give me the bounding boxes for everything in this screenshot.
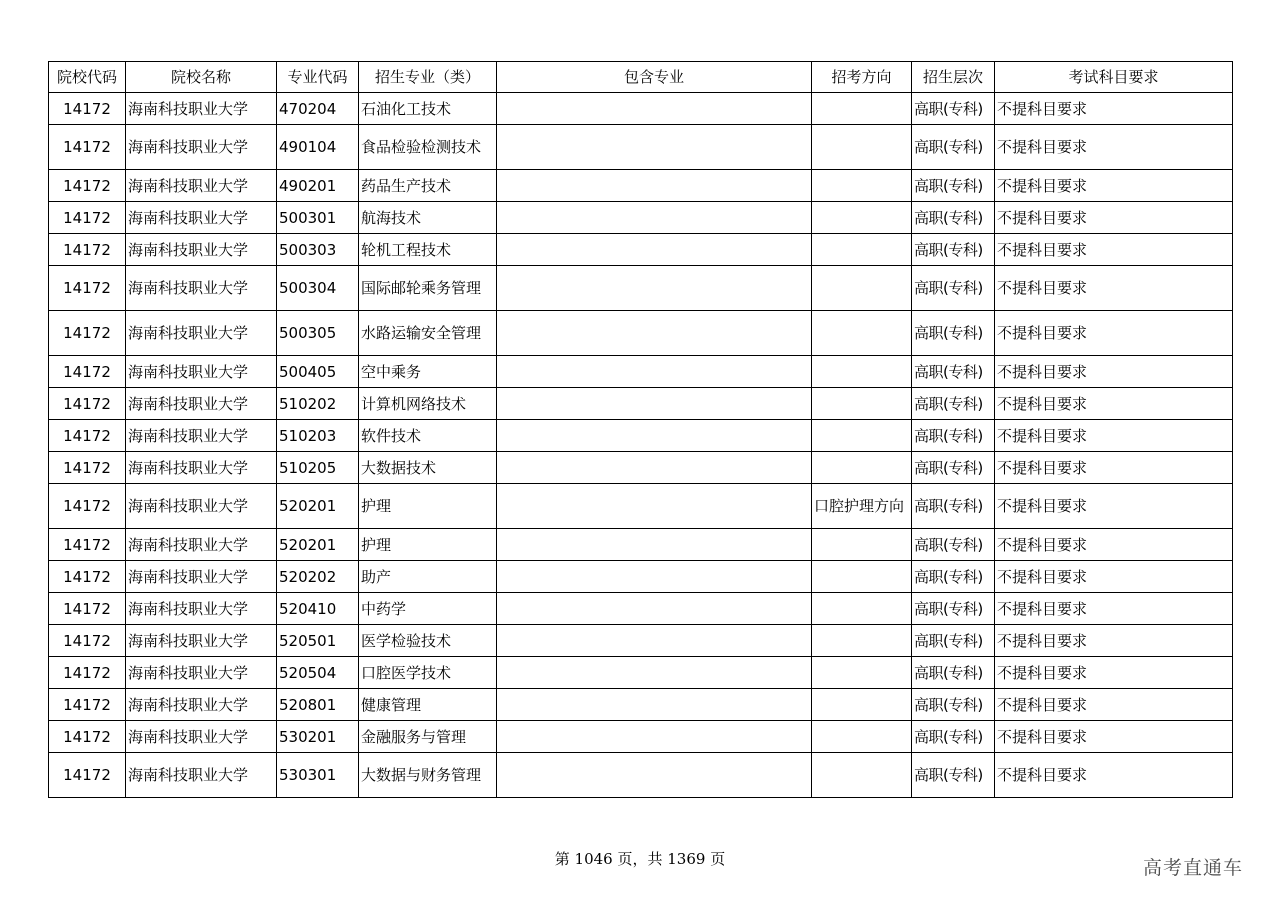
cell-major-code: 500303 [277, 234, 359, 266]
cell-included-majors [497, 420, 812, 452]
cell-major: 药品生产技术 [359, 170, 497, 202]
cell-direction [812, 452, 912, 484]
table-row [49, 452, 1233, 484]
cell-major-code: 520202 [277, 561, 359, 593]
cell-level: 高职(专科) [912, 689, 995, 721]
cell-major-code: 520410 [277, 593, 359, 625]
cell-direction [812, 689, 912, 721]
cell-school-name: 海南科技职业大学 [126, 202, 277, 234]
cell-included-majors [497, 657, 812, 689]
cell-school-code: 14172 [49, 625, 126, 657]
cell-level: 高职(专科) [912, 529, 995, 561]
watermark: 高考直通车 [1143, 857, 1244, 879]
cell-school-code: 14172 [49, 420, 126, 452]
cell-direction [812, 125, 912, 170]
cell-requirement: 不提科目要求 [995, 689, 1233, 721]
header-school-code: 院校代码 [49, 62, 126, 93]
table-row [49, 593, 1233, 625]
cell-school-code: 14172 [49, 452, 126, 484]
cell-school-code: 14172 [49, 529, 126, 561]
cell-major: 计算机网络技术 [359, 388, 497, 420]
cell-direction [812, 202, 912, 234]
cell-major: 中药学 [359, 593, 497, 625]
header-direction: 招考方向 [812, 62, 912, 93]
cell-requirement: 不提科目要求 [995, 311, 1233, 356]
cell-level: 高职(专科) [912, 420, 995, 452]
cell-included-majors [497, 266, 812, 311]
cell-major-code: 510202 [277, 388, 359, 420]
cell-school-code: 14172 [49, 561, 126, 593]
cell-level: 高职(专科) [912, 202, 995, 234]
table-row [49, 721, 1233, 753]
cell-requirement: 不提科目要求 [995, 234, 1233, 266]
cell-major-code: 500305 [277, 311, 359, 356]
cell-direction [812, 529, 912, 561]
cell-major: 健康管理 [359, 689, 497, 721]
cell-requirement: 不提科目要求 [995, 721, 1233, 753]
cell-major-code: 520201 [277, 529, 359, 561]
header-requirement: 考试科目要求 [995, 62, 1233, 93]
cell-school-name: 海南科技职业大学 [126, 356, 277, 388]
cell-included-majors [497, 753, 812, 798]
cell-level: 高职(专科) [912, 93, 995, 125]
cell-major: 软件技术 [359, 420, 497, 452]
cell-level: 高职(专科) [912, 561, 995, 593]
cell-included-majors [497, 452, 812, 484]
cell-major: 水路运输安全管理 [359, 311, 497, 356]
cell-school-name: 海南科技职业大学 [126, 170, 277, 202]
cell-included-majors [497, 311, 812, 356]
cell-major-code: 520501 [277, 625, 359, 657]
cell-level: 高职(专科) [912, 753, 995, 798]
cell-school-name: 海南科技职业大学 [126, 561, 277, 593]
header-level: 招生层次 [912, 62, 995, 93]
cell-level: 高职(专科) [912, 721, 995, 753]
cell-level: 高职(专科) [912, 266, 995, 311]
cell-major: 空中乘务 [359, 356, 497, 388]
cell-direction: 口腔护理方向 [812, 484, 912, 529]
cell-requirement: 不提科目要求 [995, 356, 1233, 388]
cell-level: 高职(专科) [912, 593, 995, 625]
cell-requirement: 不提科目要求 [995, 529, 1233, 561]
cell-included-majors [497, 625, 812, 657]
table-row [49, 484, 1233, 529]
cell-level: 高职(专科) [912, 234, 995, 266]
cell-school-name: 海南科技职业大学 [126, 420, 277, 452]
table-row [49, 625, 1233, 657]
table-row [49, 311, 1233, 356]
cell-school-name: 海南科技职业大学 [126, 311, 277, 356]
cell-school-code: 14172 [49, 234, 126, 266]
cell-major-code: 520201 [277, 484, 359, 529]
cell-school-name: 海南科技职业大学 [126, 452, 277, 484]
table-row [49, 202, 1233, 234]
cell-included-majors [497, 125, 812, 170]
cell-level: 高职(专科) [912, 356, 995, 388]
cell-major: 轮机工程技术 [359, 234, 497, 266]
header-school-name: 院校名称 [126, 62, 277, 93]
cell-school-name: 海南科技职业大学 [126, 593, 277, 625]
cell-school-name: 海南科技职业大学 [126, 266, 277, 311]
cell-level: 高职(专科) [912, 125, 995, 170]
cell-direction [812, 561, 912, 593]
table-row [49, 753, 1233, 798]
cell-major: 大数据与财务管理 [359, 753, 497, 798]
cell-school-name: 海南科技职业大学 [126, 125, 277, 170]
cell-major: 金融服务与管理 [359, 721, 497, 753]
table-row [49, 561, 1233, 593]
cell-major: 大数据技术 [359, 452, 497, 484]
cell-school-name: 海南科技职业大学 [126, 721, 277, 753]
cell-major-code: 500304 [277, 266, 359, 311]
cell-school-code: 14172 [49, 125, 126, 170]
cell-included-majors [497, 689, 812, 721]
cell-direction [812, 721, 912, 753]
cell-direction [812, 753, 912, 798]
cell-included-majors [497, 388, 812, 420]
table-row [49, 93, 1233, 125]
cell-school-code: 14172 [49, 753, 126, 798]
cell-direction [812, 356, 912, 388]
cell-major: 航海技术 [359, 202, 497, 234]
cell-major: 医学检验技术 [359, 625, 497, 657]
table-row [49, 657, 1233, 689]
cell-requirement: 不提科目要求 [995, 593, 1233, 625]
cell-major-code: 530201 [277, 721, 359, 753]
cell-direction [812, 266, 912, 311]
table-row [49, 529, 1233, 561]
cell-major: 护理 [359, 529, 497, 561]
cell-school-code: 14172 [49, 721, 126, 753]
page-number: 第 1046 页，共 1369 页 [554, 850, 726, 868]
cell-school-code: 14172 [49, 202, 126, 234]
cell-major-code: 520801 [277, 689, 359, 721]
cell-level: 高职(专科) [912, 311, 995, 356]
cell-requirement: 不提科目要求 [995, 657, 1233, 689]
cell-school-code: 14172 [49, 93, 126, 125]
cell-major-code: 470204 [277, 93, 359, 125]
cell-requirement: 不提科目要求 [995, 93, 1233, 125]
cell-school-code: 14172 [49, 170, 126, 202]
cell-major: 食品检验检测技术 [359, 125, 497, 170]
cell-requirement: 不提科目要求 [995, 388, 1233, 420]
table-row [49, 125, 1233, 170]
table-row [49, 356, 1233, 388]
header-major: 招生专业（类） [359, 62, 497, 93]
table-body [49, 93, 1233, 798]
cell-major: 护理 [359, 484, 497, 529]
table-row [49, 689, 1233, 721]
cell-major-code: 520504 [277, 657, 359, 689]
cell-direction [812, 311, 912, 356]
cell-school-code: 14172 [49, 484, 126, 529]
header-row [49, 62, 1233, 93]
cell-requirement: 不提科目要求 [995, 266, 1233, 311]
admissions-table [48, 61, 1233, 798]
cell-requirement: 不提科目要求 [995, 561, 1233, 593]
cell-direction [812, 388, 912, 420]
cell-school-name: 海南科技职业大学 [126, 93, 277, 125]
cell-requirement: 不提科目要求 [995, 452, 1233, 484]
cell-direction [812, 170, 912, 202]
cell-school-code: 14172 [49, 657, 126, 689]
cell-school-name: 海南科技职业大学 [126, 689, 277, 721]
cell-level: 高职(专科) [912, 452, 995, 484]
cell-direction [812, 420, 912, 452]
cell-included-majors [497, 721, 812, 753]
cell-school-name: 海南科技职业大学 [126, 529, 277, 561]
table-row [49, 266, 1233, 311]
cell-direction [812, 657, 912, 689]
cell-direction [812, 234, 912, 266]
cell-school-code: 14172 [49, 689, 126, 721]
cell-school-name: 海南科技职业大学 [126, 625, 277, 657]
cell-direction [812, 93, 912, 125]
cell-school-code: 14172 [49, 356, 126, 388]
header-major-code: 专业代码 [277, 62, 359, 93]
cell-included-majors [497, 484, 812, 529]
cell-included-majors [497, 356, 812, 388]
cell-major-code: 530301 [277, 753, 359, 798]
cell-requirement: 不提科目要求 [995, 625, 1233, 657]
cell-major: 助产 [359, 561, 497, 593]
cell-level: 高职(专科) [912, 484, 995, 529]
cell-requirement: 不提科目要求 [995, 202, 1233, 234]
cell-school-code: 14172 [49, 266, 126, 311]
cell-major-code: 490104 [277, 125, 359, 170]
cell-major-code: 510205 [277, 452, 359, 484]
cell-major-code: 500301 [277, 202, 359, 234]
cell-school-name: 海南科技职业大学 [126, 388, 277, 420]
cell-major-code: 490201 [277, 170, 359, 202]
cell-school-code: 14172 [49, 311, 126, 356]
cell-level: 高职(专科) [912, 625, 995, 657]
cell-requirement: 不提科目要求 [995, 420, 1233, 452]
cell-school-code: 14172 [49, 593, 126, 625]
table-row [49, 388, 1233, 420]
header-included-majors: 包含专业 [497, 62, 812, 93]
cell-included-majors [497, 234, 812, 266]
cell-level: 高职(专科) [912, 657, 995, 689]
cell-requirement: 不提科目要求 [995, 753, 1233, 798]
table-row [49, 170, 1233, 202]
cell-included-majors [497, 93, 812, 125]
cell-included-majors [497, 170, 812, 202]
cell-level: 高职(专科) [912, 170, 995, 202]
cell-direction [812, 625, 912, 657]
cell-level: 高职(专科) [912, 388, 995, 420]
cell-major: 国际邮轮乘务管理 [359, 266, 497, 311]
cell-included-majors [497, 529, 812, 561]
cell-requirement: 不提科目要求 [995, 170, 1233, 202]
cell-included-majors [497, 202, 812, 234]
cell-major-code: 510203 [277, 420, 359, 452]
cell-requirement: 不提科目要求 [995, 484, 1233, 529]
cell-school-name: 海南科技职业大学 [126, 484, 277, 529]
cell-school-code: 14172 [49, 388, 126, 420]
cell-school-name: 海南科技职业大学 [126, 753, 277, 798]
cell-major: 口腔医学技术 [359, 657, 497, 689]
cell-direction [812, 593, 912, 625]
table-row [49, 234, 1233, 266]
cell-major-code: 500405 [277, 356, 359, 388]
cell-school-name: 海南科技职业大学 [126, 234, 277, 266]
cell-school-name: 海南科技职业大学 [126, 657, 277, 689]
table-row [49, 420, 1233, 452]
cell-included-majors [497, 593, 812, 625]
cell-included-majors [497, 561, 812, 593]
cell-requirement: 不提科目要求 [995, 125, 1233, 170]
cell-major: 石油化工技术 [359, 93, 497, 125]
